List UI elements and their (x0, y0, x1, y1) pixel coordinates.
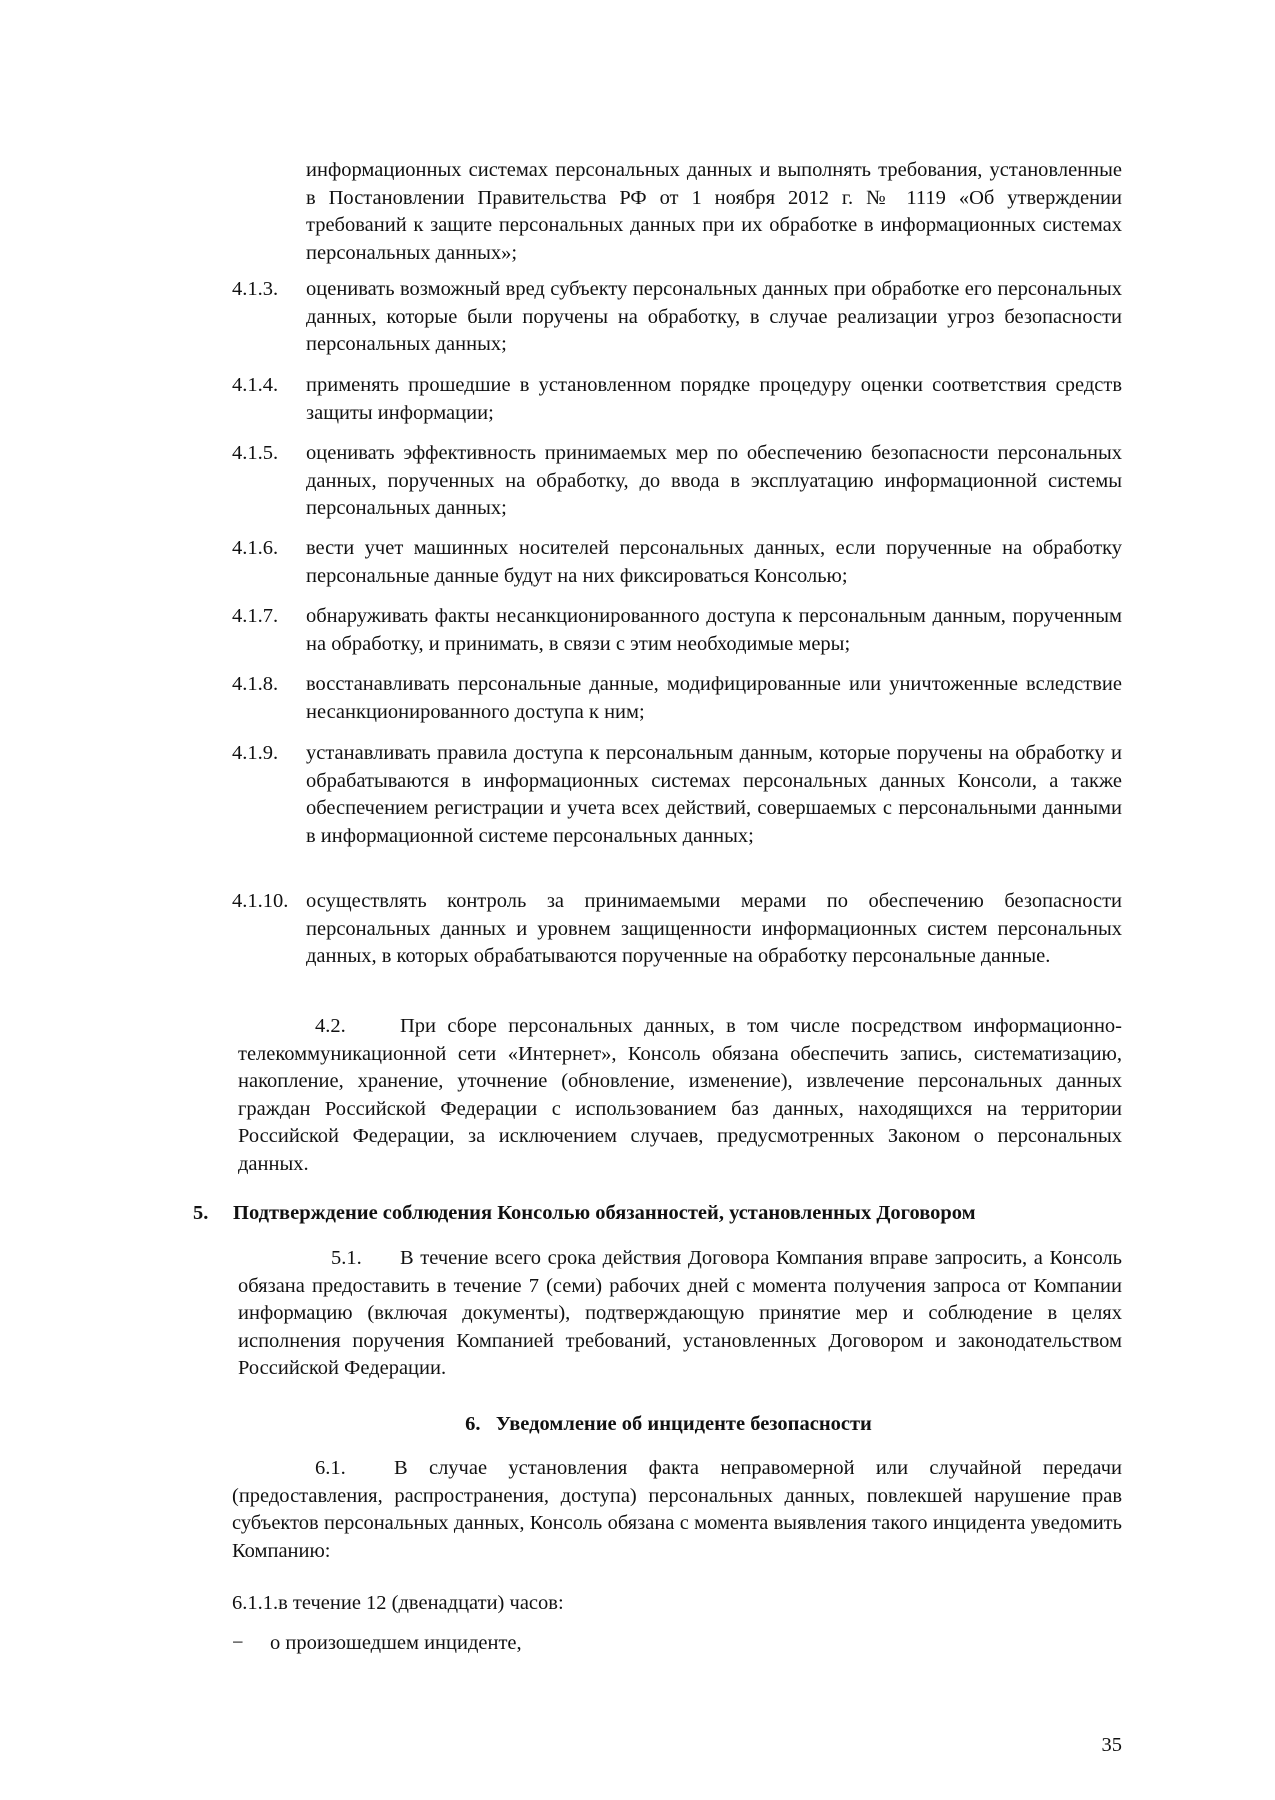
paragraph-number: 4.2. (315, 1015, 346, 1037)
item-number: 4.1.7. (232, 605, 279, 627)
list-item (232, 440, 1122, 523)
paragraph-6-1 (232, 1455, 1122, 1565)
paragraph-number: 5.1. (331, 1247, 362, 1269)
item-text: применять прошедшие в установленном порядке процедуру оценки соответствия средств защиты информации; (306, 374, 1122, 424)
paragraph-5-1 (238, 1245, 1122, 1383)
item-text: оценивать возможный вред субъекту персональных данных при обработке его персональных данных, которые были поручены на обработку, в случае реализации угроз безопасности персональных данных; (306, 278, 1122, 355)
list-item (232, 888, 1122, 971)
item-text: восстанавливать персональные данные, модифицированные или уничтоженные вследствие несанкционированного доступа к ним; (306, 673, 1122, 723)
item-text: осуществлять контроль за принимаемыми мерами по обеспечению безопасности персональных данных и уровнем защищенности информационных систем персональных данных, в которых обрабатываются порученные на обработку персональные данные. (306, 890, 1122, 967)
list-item (232, 671, 1122, 726)
section-number: 6. (465, 1413, 481, 1435)
paragraph-4-2 (238, 1013, 1122, 1178)
item-text: вести учет машинных носителей персональных данных, если порученные на обработку персональные данные будут на них фиксироваться Консолью; (306, 537, 1122, 587)
item-number: 4.1.6. (232, 537, 279, 559)
item-number: 4.1.4. (232, 374, 279, 396)
page-number: 35 (1101, 1734, 1122, 1756)
continuation-paragraph: информационных системах персональных данных и выполнять требования, установленные в Постановлении Правительства РФ от 1 ноября 2012 г. № 1119 «Об утверждении требований к защите персональных данных при их обработке в информационных системах персональных данных»; (306, 159, 1122, 264)
item-number: 4.1.5. (232, 442, 279, 464)
section-6-heading (0, 1411, 1275, 1439)
paragraph-text: В случае установления факта неправомерной или случайной передачи (предоставления, распространения, доступа) персональных данных, повлекшей нарушение прав субъектов персональных данных, Консоль обязана с момента выявления такого инцидента уведомить Компанию: (232, 1457, 1122, 1562)
item-number: 4.1.8. (232, 673, 279, 695)
item-number: 4.1.10. (232, 890, 289, 912)
section-title: Подтверждение соблюдения Консолью обязанностей, установленных Договором (233, 1202, 976, 1224)
item-text: устанавливать правила доступа к персональным данным, которые поручены на обработку и обрабатываются в информационных системах персональных данных Консоли, а также обеспечением регистрации и учета всех действий, совершаемых с персональными данными в информационной системе персональных данных; (306, 742, 1122, 847)
item-text: обнаруживать факты несанкционированного доступа к персональным данным, порученным на обработку, и принимать, в связи с этим необходимые меры; (306, 605, 1122, 655)
section-5-heading (193, 1200, 1133, 1228)
subitem-6-1-1: 6.1.1.в течение 12 (двенадцати) часов: (232, 1592, 564, 1614)
dash-item-text: о произошедшем инциденте, (270, 1632, 522, 1654)
list-item (232, 740, 1122, 850)
list-item (232, 535, 1122, 590)
section-number: 5. (193, 1202, 209, 1224)
paragraph-text: В течение всего срока действия Договора Компания вправе запросить, а Консоль обязана предоставить в течение 7 (семи) рабочих дней с момента получения запроса от Компании информацию (включая документы), подтверждающую принятие мер и соблюдение в целях исполнения поручения Компанией требований, установленных Договором и законодательством Российской Федерации. (238, 1247, 1122, 1379)
section-title: Уведомление об инциденте безопасности (495, 1413, 872, 1435)
item-number: 4.1.3. (232, 278, 279, 300)
item-number: 4.1.9. (232, 742, 279, 764)
paragraph-number: 6.1. (315, 1457, 346, 1479)
paragraph-text: При сборе персональных данных, в том числе посредством информационно-телекоммуникационной сети «Интернет», Консоль обязана обеспечить запись, систематизацию, накопление, хранение, уточнение (обновление, изменение), извлечение персональных данных граждан Российской Федерации с использованием баз данных, находящихся на территории Российской Федерации, за исключением случаев, предусмотренных Законом о персональных данных. (238, 1015, 1122, 1175)
list-item (232, 603, 1122, 658)
list-item (232, 276, 1122, 359)
list-item (232, 372, 1122, 427)
dash-list-item (232, 1630, 522, 1658)
dash-marker: − (232, 1632, 244, 1654)
item-text: оценивать эффективность принимаемых мер по обеспечению безопасности персональных данных, порученных на обработку, до ввода в эксплуатацию информационной системы персональных данных; (306, 442, 1122, 519)
